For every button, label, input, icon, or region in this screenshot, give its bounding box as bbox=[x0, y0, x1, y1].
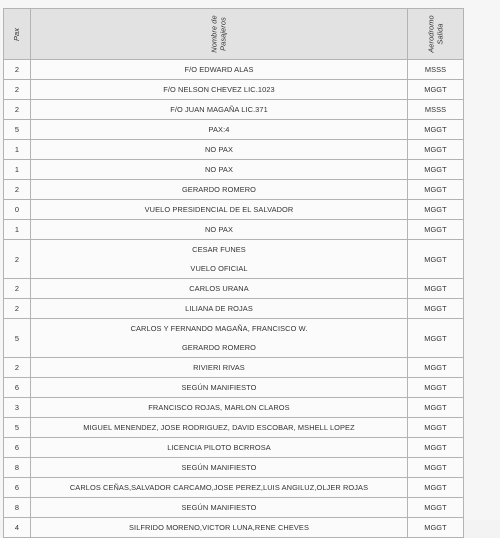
cell-pax: 8 bbox=[4, 458, 31, 478]
table-header-row bbox=[4, 9, 464, 60]
cell-aerodrome: MGGT bbox=[408, 498, 464, 518]
table-row bbox=[4, 140, 464, 160]
table-row bbox=[4, 478, 464, 498]
cell-pax: 1 bbox=[4, 140, 31, 160]
passenger-name-line: MIGUEL MENENDEZ, JOSE RODRIGUEZ, DAVID ESCOBAR, MSHELL LOPEZ bbox=[83, 423, 355, 432]
cell-pax: 3 bbox=[4, 398, 31, 418]
cell-passenger-names bbox=[31, 279, 408, 299]
cell-pax: 5 bbox=[4, 120, 31, 140]
cell-passenger-names bbox=[31, 478, 408, 498]
header-aero-line-1: Aerodromo bbox=[426, 15, 436, 53]
passenger-name-line: CESAR FUNES bbox=[192, 245, 246, 254]
cell-pax: 2 bbox=[4, 358, 31, 378]
table-row bbox=[4, 60, 464, 80]
passenger-name-line: NO PAX bbox=[205, 225, 233, 234]
table-row bbox=[4, 418, 464, 438]
table-row bbox=[4, 319, 464, 358]
passenger-name-line: LILIANA DE ROJAS bbox=[185, 304, 253, 313]
header-name-line-2: Pasajeros bbox=[219, 17, 228, 51]
passenger-name-line: NO PAX bbox=[205, 145, 233, 154]
table-row bbox=[4, 180, 464, 200]
cell-pax: 2 bbox=[4, 240, 31, 279]
table-row bbox=[4, 200, 464, 220]
cell-aerodrome: MGGT bbox=[408, 240, 464, 279]
cell-aerodrome: MGGT bbox=[408, 80, 464, 100]
cell-aerodrome: MGGT bbox=[408, 378, 464, 398]
table-row bbox=[4, 100, 464, 120]
cell-passenger-names bbox=[31, 60, 408, 80]
passenger-name-line: CARLOS Y FERNANDO MAGAÑA, FRANCISCO W. bbox=[130, 324, 308, 333]
cell-passenger-names bbox=[31, 498, 408, 518]
passenger-name-line: GERARDO ROMERO bbox=[181, 343, 257, 352]
cell-aerodrome: MSSS bbox=[408, 100, 464, 120]
cell-aerodrome: MGGT bbox=[408, 220, 464, 240]
cell-pax: 6 bbox=[4, 438, 31, 458]
table-row bbox=[4, 458, 464, 478]
passenger-name-line: SILFRIDO MORENO,VICTOR LUNA,RENE CHEVES bbox=[129, 523, 309, 532]
passenger-name-line: CARLOS CEÑAS,SALVADOR CARCAMO,JOSE PEREZ,LUIS ANGILUZ,OLJER ROJAS bbox=[69, 483, 369, 492]
passenger-name-line: SEGÚN MANIFIESTO bbox=[181, 383, 257, 392]
cell-pax: 2 bbox=[4, 80, 31, 100]
passenger-name-line: SEGÚN MANIFIESTO bbox=[181, 463, 257, 472]
table-row bbox=[4, 498, 464, 518]
cell-aerodrome: MGGT bbox=[408, 478, 464, 498]
cell-passenger-names bbox=[31, 180, 408, 200]
cell-pax: 2 bbox=[4, 60, 31, 80]
cell-pax: 0 bbox=[4, 200, 31, 220]
cell-passenger-names bbox=[31, 240, 408, 279]
table-row bbox=[4, 518, 464, 538]
cell-passenger-names bbox=[31, 438, 408, 458]
table-row bbox=[4, 160, 464, 180]
cell-aerodrome: MGGT bbox=[408, 200, 464, 220]
table-row bbox=[4, 378, 464, 398]
cell-passenger-names bbox=[31, 398, 408, 418]
table-row bbox=[4, 120, 464, 140]
header-pax bbox=[4, 9, 31, 60]
passenger-name-line: GERARDO ROMERO bbox=[181, 185, 257, 194]
cell-pax: 2 bbox=[4, 279, 31, 299]
cell-aerodrome: MGGT bbox=[408, 358, 464, 378]
cell-pax: 6 bbox=[4, 478, 31, 498]
cell-passenger-names bbox=[31, 378, 408, 398]
cell-pax: 5 bbox=[4, 418, 31, 438]
cell-passenger-names bbox=[31, 80, 408, 100]
cell-passenger-names bbox=[31, 418, 408, 438]
passenger-table bbox=[3, 8, 464, 538]
cell-aerodrome: MSSS bbox=[408, 60, 464, 80]
cell-aerodrome: MGGT bbox=[408, 120, 464, 140]
table-row bbox=[4, 438, 464, 458]
table-row bbox=[4, 80, 464, 100]
passenger-name-line: NO PAX bbox=[205, 165, 233, 174]
header-name-label bbox=[210, 15, 228, 52]
cell-pax: 5 bbox=[4, 319, 31, 358]
table-body bbox=[4, 60, 464, 538]
passenger-name-line: F/O EDWARD ALAS bbox=[184, 65, 254, 74]
cell-aerodrome: MGGT bbox=[408, 319, 464, 358]
passenger-name-line: VUELO OFICIAL bbox=[190, 264, 248, 273]
passenger-name-line: VUELO PRESIDENCIAL DE EL SALVADOR bbox=[144, 205, 294, 214]
table-row bbox=[4, 220, 464, 240]
header-pax-label: Pax bbox=[12, 27, 22, 41]
cell-aerodrome: MGGT bbox=[408, 299, 464, 319]
cell-aerodrome: MGGT bbox=[408, 279, 464, 299]
passenger-name-line: F/O NELSON CHEVEZ LIC.1023 bbox=[163, 85, 275, 94]
table-row bbox=[4, 358, 464, 378]
header-aero-label bbox=[427, 15, 445, 52]
table-row bbox=[4, 299, 464, 319]
cell-passenger-names bbox=[31, 160, 408, 180]
cell-aerodrome: MGGT bbox=[408, 518, 464, 538]
cell-passenger-names bbox=[31, 358, 408, 378]
cell-pax: 8 bbox=[4, 498, 31, 518]
passenger-name-line: LICENCIA PILOTO BCRROSA bbox=[167, 443, 271, 452]
header-aero bbox=[408, 9, 464, 60]
cell-passenger-names bbox=[31, 518, 408, 538]
passenger-name-line: FRANCISCO ROJAS, MARLON CLAROS bbox=[148, 403, 290, 412]
cell-aerodrome: MGGT bbox=[408, 180, 464, 200]
cell-aerodrome: MGGT bbox=[408, 398, 464, 418]
cell-passenger-names bbox=[31, 458, 408, 478]
cell-pax: 2 bbox=[4, 100, 31, 120]
cell-passenger-names bbox=[31, 319, 408, 358]
cell-passenger-names bbox=[31, 140, 408, 160]
passenger-name-line: SEGÚN MANIFIESTO bbox=[181, 503, 257, 512]
passenger-name-line: PAX:4 bbox=[208, 125, 230, 134]
cell-passenger-names bbox=[31, 100, 408, 120]
cell-pax: 4 bbox=[4, 518, 31, 538]
cell-passenger-names bbox=[31, 299, 408, 319]
cell-pax: 1 bbox=[4, 220, 31, 240]
table-row bbox=[4, 279, 464, 299]
cell-aerodrome: MGGT bbox=[408, 438, 464, 458]
table-row bbox=[4, 398, 464, 418]
cell-aerodrome: MGGT bbox=[408, 418, 464, 438]
passenger-name-line: CARLOS URANA bbox=[189, 284, 249, 293]
cell-passenger-names bbox=[31, 120, 408, 140]
cell-passenger-names bbox=[31, 200, 408, 220]
header-name bbox=[31, 9, 408, 60]
cell-pax: 2 bbox=[4, 299, 31, 319]
passenger-name-line: RIVIERI RIVAS bbox=[193, 363, 245, 372]
cell-pax: 1 bbox=[4, 160, 31, 180]
cell-aerodrome: MGGT bbox=[408, 140, 464, 160]
cell-pax: 6 bbox=[4, 378, 31, 398]
cell-aerodrome: MGGT bbox=[408, 458, 464, 478]
header-name-line-1: Nombre de bbox=[210, 15, 219, 53]
cell-aerodrome: MGGT bbox=[408, 160, 464, 180]
header-aero-line-2: Salida bbox=[435, 23, 445, 45]
passenger-name-line: F/O JUAN MAGAÑA LIC.371 bbox=[170, 105, 268, 114]
table-row bbox=[4, 240, 464, 279]
cell-passenger-names bbox=[31, 220, 408, 240]
cell-pax: 2 bbox=[4, 180, 31, 200]
